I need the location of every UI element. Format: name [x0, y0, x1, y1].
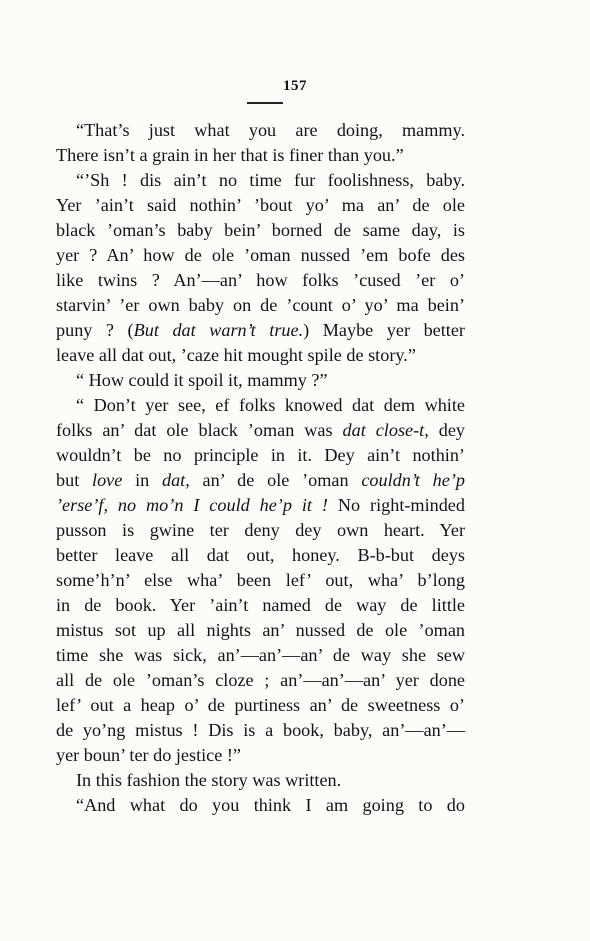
text-line — [56, 168, 465, 193]
text-run: “And what do you think I am going to do — [76, 795, 465, 815]
text-run: yer boun’ ter do jestice !” — [56, 745, 241, 765]
text-line — [56, 493, 465, 518]
text-run: an’ de ole ’oman — [189, 470, 362, 490]
text-line — [56, 668, 465, 693]
text-run: “That’s just what you are doing, mammy. — [76, 120, 465, 140]
text-run: puny ? ( — [56, 320, 134, 340]
text-run: There isn’t a grain in her that is finer than you.” — [56, 145, 404, 165]
text-run: dey — [428, 420, 465, 440]
text-line — [56, 118, 465, 143]
text-run: time she was sick, an’—an’—an’ de way she sew — [56, 645, 465, 665]
text-run: all de ole ’oman’s cloze ; an’—an’—an’ yer done — [56, 670, 465, 690]
text-line — [56, 293, 465, 318]
text-line — [56, 593, 465, 618]
text-line — [56, 718, 465, 743]
text-run: wouldn’t be no principle in it. Dey ain’t nothin’ — [56, 445, 465, 465]
italic-text: ’erse’f, no mo’n I could he’p it ! — [56, 495, 328, 515]
text-line — [56, 268, 465, 293]
text-run: Yer ’ain’t said nothin’ ’bout yo’ ma an’ de ole — [56, 195, 465, 215]
text-run: pusson is gwine ter deny dey own heart. Yer — [56, 520, 465, 540]
text-line — [56, 518, 465, 543]
text-line — [56, 643, 465, 668]
italic-text: couldn’t he’p — [361, 470, 465, 490]
text-run: lef’ out a heap o’ de purtiness an’ de sweetness o’ — [56, 695, 465, 715]
italic-text: dat close-t, — [342, 420, 429, 440]
text-run: mistus sot up all nights an’ nussed de ole ’oman — [56, 620, 465, 640]
text-run: “’Sh ! dis ain’t no time fur foolishness, baby. — [76, 170, 465, 190]
text-line — [56, 393, 465, 418]
text-run: some’h’n’ else wha’ been lef’ out, wha’ b’long — [56, 570, 465, 590]
text-run: leave all dat out, ’caze hit mought spile de story.” — [56, 345, 416, 365]
text-line — [56, 343, 465, 368]
text-run: “ Don’t yer see, ef folks knowed dat dem white — [76, 395, 465, 415]
text-line — [56, 418, 465, 443]
page-number: 157 — [283, 78, 307, 94]
text-line — [56, 693, 465, 718]
text-run: black ’oman’s baby bein’ borned de same day, is — [56, 220, 465, 240]
text-run: ) Maybe yer better — [303, 320, 465, 340]
text-line — [56, 468, 465, 493]
text-line — [56, 143, 465, 168]
text-line — [56, 793, 465, 818]
text-line — [56, 768, 465, 793]
text-run: folks an’ dat ole black ’oman was — [56, 420, 343, 440]
text-line — [56, 218, 465, 243]
text-line — [56, 368, 465, 393]
italic-text: love — [92, 470, 123, 490]
text-line — [56, 543, 465, 568]
text-run: like twins ? An’—an’ how folks ’cused ’er o’ — [56, 270, 465, 290]
text-line — [56, 318, 465, 343]
text-line — [56, 193, 465, 218]
text-run: yer ? An’ how de ole ’oman nussed ’em bofe des — [56, 245, 465, 265]
italic-text: dat, — [161, 470, 190, 490]
text-line — [56, 618, 465, 643]
text-run: In this fashion the story was written. — [76, 770, 342, 790]
text-line — [56, 443, 465, 468]
text-run: de yo’ng mistus ! Dis is a book, baby, an’—an’— — [56, 720, 465, 740]
text-line — [56, 243, 465, 268]
text-run: but — [56, 470, 93, 490]
text-run: No right-minded — [327, 495, 465, 515]
text-run: in — [122, 470, 162, 490]
text-run: in de book. Yer ’ain’t named de way de little — [56, 595, 465, 615]
text-line — [56, 743, 465, 768]
text-run: “ How could it spoil it, mammy ?” — [76, 370, 328, 390]
text-line — [56, 568, 465, 593]
page-number-rule — [247, 102, 283, 104]
italic-text: But dat warn’t true. — [133, 320, 304, 340]
body-text — [56, 118, 465, 818]
text-run: better leave all dat out, honey. B-b-but deys — [56, 545, 465, 565]
text-run: starvin’ ’er own baby on de ’count o’ yo’ ma bein’ — [56, 295, 465, 315]
